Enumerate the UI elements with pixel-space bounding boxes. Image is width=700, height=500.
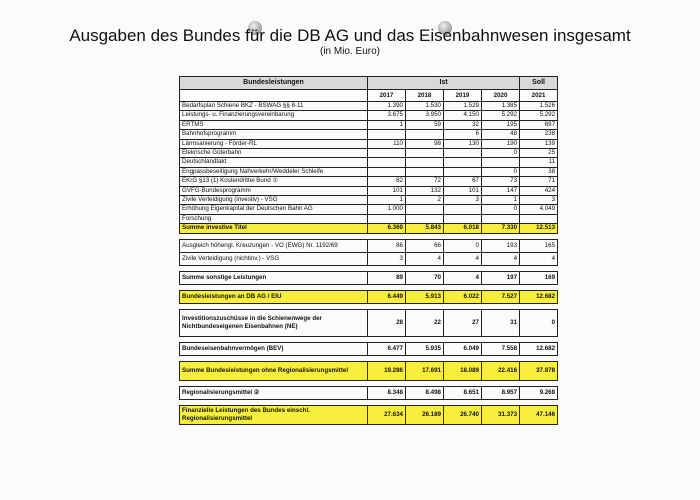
row-value: 1.385 [482,102,520,111]
row-value: 0 [482,205,520,214]
row-value [368,149,406,158]
table-row [180,252,558,265]
row-value: 1.000 [368,205,406,214]
row-value: 139 [520,139,558,148]
page-title: Ausgaben des Bundes für die DB AG und das Eisenbahnwesen insgesamt [69,26,631,45]
row-value: 12.682 [520,342,558,355]
row-label: Bundesleistungen an DB AG / EIU [180,290,368,303]
row-value: 190 [482,139,520,148]
row-label: Elekrische Güterbahn [180,149,368,158]
row-value [444,205,482,214]
table-row [180,149,558,158]
row-value [482,214,520,223]
table-header-row [180,77,558,90]
row-value: 1.390 [368,102,406,111]
row-value: 17.691 [406,361,444,380]
row-value: 86 [368,239,406,252]
row-value [368,130,406,139]
table-row [180,167,558,176]
total-row [180,405,558,424]
row-value: 5.292 [482,111,520,120]
row-value: 25 [520,149,558,158]
regio-row [180,386,558,399]
row-value: 132 [406,186,444,195]
table-row [180,111,558,120]
page-subtitle: (in Mio. Euro) [319,46,380,57]
row-value: 37.878 [520,361,558,380]
row-value: 59 [406,120,444,129]
row-label: Zivile Verteidigung (nichtinv.) - VSG [180,252,368,265]
row-value: 12.682 [520,290,558,303]
row-value [444,149,482,158]
expenditure-table [179,76,558,425]
row-value: 98 [406,139,444,148]
row-label: Lärmsanierung - Förder-RL [180,139,368,148]
expenditure-table-container [179,76,557,425]
row-value [406,130,444,139]
row-value: 66 [406,239,444,252]
row-value: 4 [520,252,558,265]
row-value: 101 [368,186,406,195]
row-value: 4.049 [520,205,558,214]
year-cell: 2018 [406,90,444,102]
row-value: 1.526 [520,102,558,111]
row-label: Regionalisierungsmittel ② [180,386,368,399]
year-cell: 2017 [368,90,406,102]
row-value: 8.651 [444,386,482,399]
row-value: 38 [520,167,558,176]
ne-row [180,309,558,336]
row-label: Bundeseisenbahnvermögen (BEV) [180,342,368,355]
row-value: 6.022 [444,290,482,303]
row-value [406,149,444,158]
row-label: Leistungs- u. Finanzierungsvereinbarung [180,111,368,120]
row-value [406,214,444,223]
row-value: 1.529 [444,102,482,111]
row-value: 1 [368,120,406,129]
row-value [368,214,406,223]
row-label: Bahnhofsprogramm [180,130,368,139]
row-value: 6.049 [444,342,482,355]
header-ist: Ist [368,77,520,90]
table-row [180,120,558,129]
row-label: Zivile Verteidigung (investiv) - VSG [180,196,368,205]
row-value: 169 [520,271,558,284]
row-value [444,214,482,223]
row-label: Summe Bundesleistungen ohne Regionalisierungsmittel [180,361,368,380]
row-label: Summe sonstige Leistungen [180,271,368,284]
row-value: 3 [520,196,558,205]
row-value: 193 [482,239,520,252]
row-value: 27.634 [368,405,406,424]
row-value: 0 [482,149,520,158]
table-row [180,214,558,223]
table-row [180,239,558,252]
row-value: 3.675 [368,111,406,120]
row-value: 22 [406,309,444,336]
row-value [368,158,406,167]
row-label: GVFG-Bundesprogramm [180,186,368,195]
row-label: Finanzielle Leistungen des Bundes einschl. Regionalisierungsmittel [180,405,368,424]
row-value: 101 [444,186,482,195]
row-value: 7.330 [482,224,520,233]
row-value: 3 [368,252,406,265]
row-label: Erhöhung Eigenkapital der Deutschen Bahn AG [180,205,368,214]
row-value: 31.373 [482,405,520,424]
row-value: 26.189 [406,405,444,424]
row-value: 72 [406,177,444,186]
row-value: 70 [406,271,444,284]
table-row [180,186,558,195]
row-value: 11 [520,158,558,167]
table-row [180,158,558,167]
row-value: 697 [520,120,558,129]
sum-other-row [180,271,558,284]
row-value: 1 [368,196,406,205]
db-eiu-row [180,290,558,303]
row-value: 6 [444,130,482,139]
sum-invest-row [180,224,558,233]
row-value: 4 [406,252,444,265]
row-value: 5.843 [406,224,444,233]
row-value: 67 [444,177,482,186]
row-value: 195 [482,120,520,129]
row-value [368,167,406,176]
row-value [406,205,444,214]
row-value: 424 [520,186,558,195]
row-value: 9.268 [520,386,558,399]
row-label: ERTMS [180,120,368,129]
row-label: Forschung [180,214,368,223]
row-label: Summe investive Titel [180,224,368,233]
row-value: 22.416 [482,361,520,380]
row-value: 6.018 [444,224,482,233]
year-cell: 2019 [444,90,482,102]
row-value: 110 [368,139,406,148]
row-value: 71 [520,177,558,186]
header-soll: Soll [520,77,558,90]
row-label: Deutschlandtakt [180,158,368,167]
row-value: 5.913 [406,290,444,303]
row-value: 4 [444,271,482,284]
row-value: 7.527 [482,290,520,303]
year-label-blank [180,90,368,102]
year-cell: 2021 [520,90,558,102]
row-value: 89 [368,271,406,284]
row-value: 165 [520,239,558,252]
row-value: 0 [482,167,520,176]
row-value: 18.089 [444,361,482,380]
row-value: 238 [520,130,558,139]
row-value: 27 [444,309,482,336]
bev-row [180,342,558,355]
header-bundesleistungen: Bundesleistungen [180,77,368,90]
table-row [180,102,558,111]
row-value: 47.146 [520,405,558,424]
row-value [444,167,482,176]
table-row [180,177,558,186]
row-value: 19.286 [368,361,406,380]
row-label: EKrG §13 (1) Kostendrittel Bund ① [180,177,368,186]
row-value: 3 [444,196,482,205]
row-value: 4.150 [444,111,482,120]
row-value [482,158,520,167]
row-label: Bedarfsplan Schiene BKZ - BSWAG §§ 8-11 [180,102,368,111]
row-value: 8.498 [406,386,444,399]
table-row [180,205,558,214]
sum-bund-row [180,361,558,380]
row-value: 8.957 [482,386,520,399]
row-value: 6.360 [368,224,406,233]
row-value: 6.477 [368,342,406,355]
row-value [520,214,558,223]
row-value: 4 [482,252,520,265]
row-value [406,167,444,176]
year-cell: 2020 [482,90,520,102]
row-value: 0 [520,309,558,336]
row-value: 3.950 [406,111,444,120]
row-value: 5.292 [520,111,558,120]
row-value: 31 [482,309,520,336]
row-value: 7.558 [482,342,520,355]
row-value: 48 [482,130,520,139]
row-value: 4 [444,252,482,265]
row-value [444,158,482,167]
row-value: 82 [368,177,406,186]
row-value: 73 [482,177,520,186]
row-value: 32 [444,120,482,129]
row-value: 26.740 [444,405,482,424]
table-row [180,196,558,205]
row-label: Engpassbeseitigung Nahverkehr/Weddeler Schleife [180,167,368,176]
row-label: Investitionszuschüsse in die Schienenwege der Nichtbundeseigenen Eisenbahnen (NE) [180,309,368,336]
row-value: 8.348 [368,386,406,399]
row-value: 12.513 [520,224,558,233]
table-row [180,130,558,139]
table-row [180,139,558,148]
row-value: 2 [406,196,444,205]
row-value: 6.449 [368,290,406,303]
row-value: 1.530 [406,102,444,111]
row-value [406,158,444,167]
row-value: 147 [482,186,520,195]
row-value: 130 [444,139,482,148]
row-value: 1 [482,196,520,205]
row-value: 0 [444,239,482,252]
row-value: 28 [368,309,406,336]
row-value: 5.935 [406,342,444,355]
row-value: 197 [482,271,520,284]
year-header-row [180,90,558,102]
row-label: Ausgleich höhengl. Kreuzungen - VO (EWG) Nr. 1192/69 [180,239,368,252]
